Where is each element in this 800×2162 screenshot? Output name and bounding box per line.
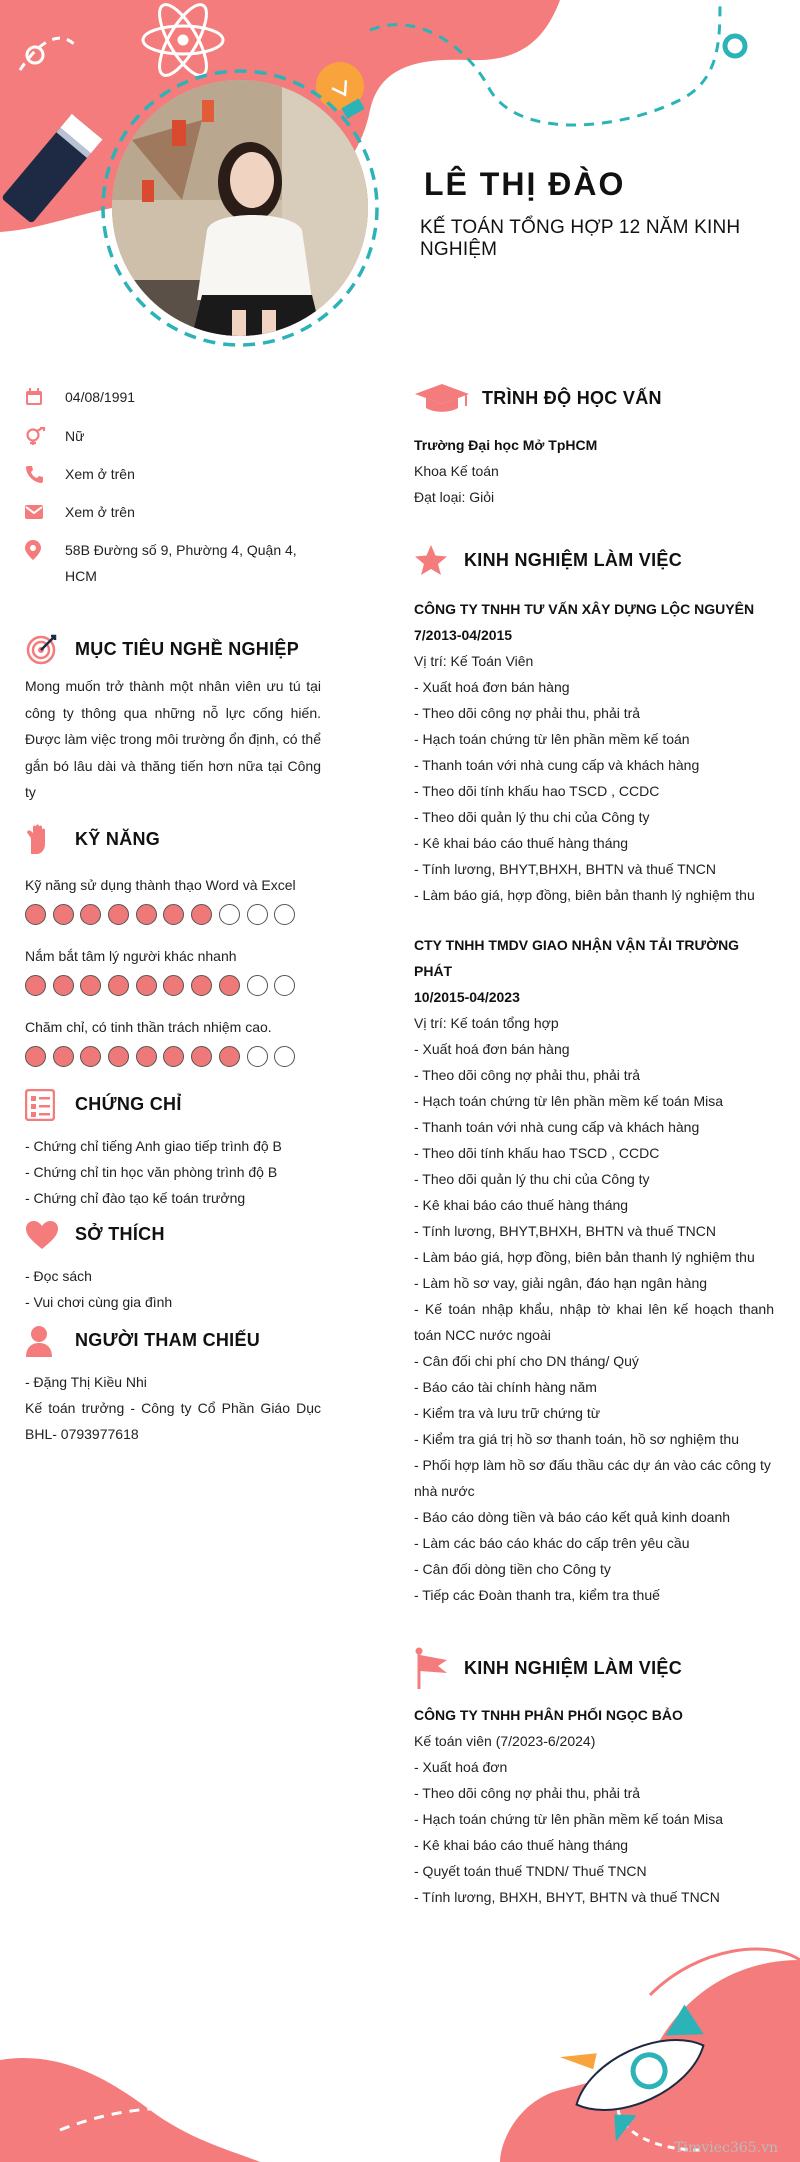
list-item: - Thanh toán với nhà cung cấp và khách hàng xyxy=(414,1119,700,1135)
list-item: - Báo cáo tài chính hàng năm xyxy=(414,1379,597,1395)
rating-dot-filled xyxy=(53,1046,74,1067)
rating-dot-empty xyxy=(247,1046,268,1067)
list-item: - Phối hợp làm hồ sơ đấu thầu các dự án vào các công ty nhà nước xyxy=(414,1457,771,1499)
rating-dot-filled xyxy=(136,975,157,996)
heart-icon xyxy=(25,1220,75,1250)
contact-list xyxy=(25,384,325,589)
contact-birthday: 04/08/1991 xyxy=(25,384,325,423)
list-item: - Theo dõi công nợ phải thu, phải trả xyxy=(414,1067,641,1083)
hobbies-title: SỞ THÍCH xyxy=(75,1224,165,1244)
skill-rating xyxy=(25,904,325,925)
rating-dot-filled xyxy=(219,975,240,996)
list-item: - Cân đối chi phí cho DN tháng/ Quý xyxy=(414,1353,639,1369)
rating-dot-filled xyxy=(191,975,212,996)
rating-dot-filled xyxy=(108,904,129,925)
list-item: - Làm các báo cáo khác do cấp trên yêu cầu xyxy=(414,1535,690,1551)
certificates-title: CHỨNG CHỈ xyxy=(75,1094,182,1114)
job-position: Kế toán viên (7/2023-6/2024) xyxy=(414,1733,596,1749)
references-section xyxy=(25,1321,325,1447)
list-item: - Theo dõi tính khấu hao TSCD , CCDC xyxy=(414,1145,660,1161)
list-item: - Kê khai báo cáo thuế hàng tháng xyxy=(414,835,629,851)
reference-detail: Kế toán trưởng - Công ty Cổ Phần Giáo Dục BHL- 0793977618 xyxy=(25,1399,321,1442)
list-item: - Chứng chỉ tin học văn phòng trình độ B xyxy=(25,1163,278,1180)
list-item: - Theo dõi quản lý thu chi của Công ty xyxy=(414,1171,650,1187)
email-icon xyxy=(25,499,65,525)
education-title: TRÌNH ĐỘ HỌC VẤN xyxy=(482,387,662,408)
skill-rating xyxy=(25,1046,325,1067)
skills-section xyxy=(25,820,325,1067)
profile-photo xyxy=(112,80,368,336)
reference-name: - Đặng Thị Kiều Nhi xyxy=(25,1373,147,1390)
school-name: Trường Đại học Mở TpHCM xyxy=(414,437,598,453)
education-header xyxy=(414,378,774,418)
rating-dot-filled xyxy=(53,904,74,925)
list-item: - Quyết toán thuế TNDN/ Thuế TNCN xyxy=(414,1863,647,1879)
person-icon xyxy=(25,1325,75,1357)
rating-dot-empty xyxy=(274,904,295,925)
rating-dot-filled xyxy=(25,904,46,925)
list-item: - Làm báo giá, hợp đồng, biên bản thanh lý nghiệm thu xyxy=(414,887,755,903)
rating-dot-filled xyxy=(53,975,74,996)
rating-dot-filled xyxy=(136,1046,157,1067)
list-item: - Kế toán nhập khẩu, nhập tờ khai lên kế hoạch thanh toán NCC nước ngoài xyxy=(414,1301,774,1343)
references-title: NGƯỜI THAM CHIẾU xyxy=(75,1330,261,1350)
certificates-header xyxy=(25,1085,325,1125)
rating-dot-empty xyxy=(247,975,268,996)
left-column xyxy=(25,384,325,1447)
references-header xyxy=(25,1321,325,1361)
checklist-icon xyxy=(25,1089,75,1121)
rating-dot-empty xyxy=(274,1046,295,1067)
hobbies-list xyxy=(25,1263,325,1315)
rating-dot-filled xyxy=(80,975,101,996)
graduation-cap-icon xyxy=(414,382,482,414)
calendar-icon xyxy=(25,384,65,410)
experience2-section xyxy=(414,1648,774,1910)
rating-dot-filled xyxy=(191,904,212,925)
list-item: - Hạch toán chứng từ lên phần mềm kế toán xyxy=(414,731,690,747)
list-item: - Làm hồ sơ vay, giải ngân, đáo hạn ngân hàng xyxy=(414,1275,708,1291)
hobbies-header xyxy=(25,1215,325,1255)
skill-name: Nắm bắt tâm lý người khác nhanh xyxy=(25,947,237,964)
rating-dot-filled xyxy=(80,1046,101,1067)
rating-dot-filled xyxy=(108,1046,129,1067)
job-company: CÔNG TY TNHH PHÂN PHỐI NGỌC BẢO xyxy=(414,1707,683,1723)
rating-dot-filled xyxy=(163,975,184,996)
faculty-name: Khoa Kế toán xyxy=(414,463,499,479)
list-item: - Xuất hoá đơn xyxy=(414,1759,508,1775)
list-item: - Hạch toán chứng từ lên phần mềm kế toán Misa xyxy=(414,1093,724,1109)
certificates-section xyxy=(25,1085,325,1211)
list-item: - Báo cáo dòng tiền và báo cáo kết quả kinh doanh xyxy=(414,1509,731,1525)
references-body xyxy=(25,1369,325,1447)
list-item: - Tiếp các Đoàn thanh tra, kiểm tra thuế xyxy=(414,1587,660,1603)
list-item: - Kiểm tra và lưu trữ chứng từ xyxy=(414,1405,601,1421)
skill-item xyxy=(25,872,325,925)
rating-dot-filled xyxy=(163,904,184,925)
hand-icon xyxy=(25,824,75,856)
list-item: - Đọc sách xyxy=(25,1267,92,1284)
contact-address: 58B Đường số 9, Phường 4, Quận 4, HCM xyxy=(25,537,325,589)
list-item: - Thanh toán với nhà cung cấp và khách hàng xyxy=(414,757,700,773)
list-item: - Chứng chỉ đào tạo kế toán trưởng xyxy=(25,1189,246,1206)
list-item: - Theo dõi quản lý thu chi của Công ty xyxy=(414,809,650,825)
list-item: - Kê khai báo cáo thuế hàng tháng xyxy=(414,1197,629,1213)
skill-item xyxy=(25,1014,325,1067)
rating-dot-filled xyxy=(219,1046,240,1067)
education-body xyxy=(414,432,774,510)
experience2-title: KINH NGHIỆM LÀM VIỆC xyxy=(464,1657,683,1678)
list-item: - Hạch toán chứng từ lên phần mềm kế toán Misa xyxy=(414,1811,724,1827)
candidate-title: KẾ TOÁN TỔNG HỢP 12 NĂM KINH NGHIỆM xyxy=(420,217,741,260)
contact-email: Xem ở trên xyxy=(25,499,325,537)
list-item: - Tính lương, BHYT,BHXH, BHTN và thuế TNCN xyxy=(414,1223,717,1239)
list-item: - Tính lương, BHXH, BHYT, BHTN và thuế TNCN xyxy=(414,1889,720,1905)
right-column xyxy=(414,378,774,1910)
job-entry xyxy=(414,596,774,908)
rating-dot-filled xyxy=(108,975,129,996)
rating-dot-filled xyxy=(80,904,101,925)
job-period: 10/2015-04/2023 xyxy=(414,989,520,1005)
skills-title: KỸ NĂNG xyxy=(75,829,161,849)
star-icon xyxy=(414,544,464,576)
list-item: - Xuất hoá đơn bán hàng xyxy=(414,679,570,695)
target-icon xyxy=(25,632,75,666)
rating-dot-empty xyxy=(247,904,268,925)
list-item: - Kê khai báo cáo thuế hàng tháng xyxy=(414,1837,629,1853)
objective-title: MỤC TIÊU NGHỀ NGHIỆP xyxy=(75,638,300,659)
job-entry xyxy=(414,932,774,1608)
list-item: - Theo dõi tính khấu hao TSCD , CCDC xyxy=(414,783,660,799)
rating-dot-filled xyxy=(25,1046,46,1067)
skill-name: Kỹ năng sử dụng thành thạo Word và Excel xyxy=(25,876,296,893)
experience-section xyxy=(414,540,774,1608)
contact-gender: Nữ xyxy=(25,423,325,461)
skill-item xyxy=(25,943,325,996)
skills-header xyxy=(25,820,325,860)
rating-dot-filled xyxy=(191,1046,212,1067)
gender-icon xyxy=(25,423,65,449)
experience-title: KINH NGHIỆM LÀM VIỆC xyxy=(464,549,683,570)
rating-dot-filled xyxy=(136,904,157,925)
objective-text: Mong muốn trở thành một nhân viên ưu tú tại công ty thông qua những nỗ lực cống hiến. Được làm việc trong môi trường ổn định, có thể gắn bó lâu dài và thăng tiến hơn nữa tại Công ty xyxy=(25,678,321,800)
job-position: Vị trí: Kế toán tổng hợp xyxy=(414,1015,559,1031)
job-period: 7/2013-04/2015 xyxy=(414,627,513,643)
contact-phone: Xem ở trên xyxy=(25,461,325,499)
experience2-header xyxy=(414,1648,774,1688)
experience-header xyxy=(414,540,774,580)
rating-dot-empty xyxy=(219,904,240,925)
list-item: - Làm báo giá, hợp đồng, biên bản thanh lý nghiệm thu xyxy=(414,1249,755,1265)
job-entry xyxy=(414,1702,774,1910)
list-item: - Theo dõi công nợ phải thu, phải trả xyxy=(414,705,641,721)
objective-section xyxy=(25,629,325,806)
list-item: - Kiểm tra giá trị hồ sơ thanh toán, hồ sơ nghiệm thu xyxy=(414,1431,739,1447)
job-position: Vị trí: Kế Toán Viên xyxy=(414,653,534,669)
skill-rating xyxy=(25,975,325,996)
list-item: - Cân đối dòng tiền cho Công ty xyxy=(414,1561,611,1577)
certificates-list xyxy=(25,1133,325,1211)
list-item: - Vui chơi cùng gia đình xyxy=(25,1293,173,1310)
flag-icon xyxy=(414,1647,464,1689)
rating-dot-filled xyxy=(163,1046,184,1067)
education-section xyxy=(414,378,774,510)
list-item: - Chứng chỉ tiếng Anh giao tiếp trình độ B xyxy=(25,1137,282,1154)
phone-icon xyxy=(25,461,65,487)
list-item: - Tính lương, BHYT,BHXH, BHTN và thuế TNCN xyxy=(414,861,717,877)
location-icon xyxy=(25,537,65,563)
objective-header xyxy=(25,629,325,669)
candidate-name: LÊ THỊ ĐÀO xyxy=(424,166,626,202)
skill-name: Chăm chỉ, có tinh thần trách nhiệm cao. xyxy=(25,1018,272,1035)
grade-text: Đạt loại: Giỏi xyxy=(414,489,495,505)
rating-dot-filled xyxy=(25,975,46,996)
list-item: - Xuất hoá đơn bán hàng xyxy=(414,1041,570,1057)
list-item: - Theo dõi công nợ phải thu, phải trả xyxy=(414,1785,641,1801)
job-company: CTY TNHH TMDV GIAO NHẬN VẬN TẢI TRƯỜNG PHÁT xyxy=(414,937,740,979)
hobbies-section xyxy=(25,1215,325,1315)
watermark: Timviec365.vn xyxy=(674,2140,778,2156)
job-company: CÔNG TY TNHH TƯ VẤN XÂY DỰNG LỘC NGUYÊN xyxy=(414,601,755,617)
rating-dot-empty xyxy=(274,975,295,996)
